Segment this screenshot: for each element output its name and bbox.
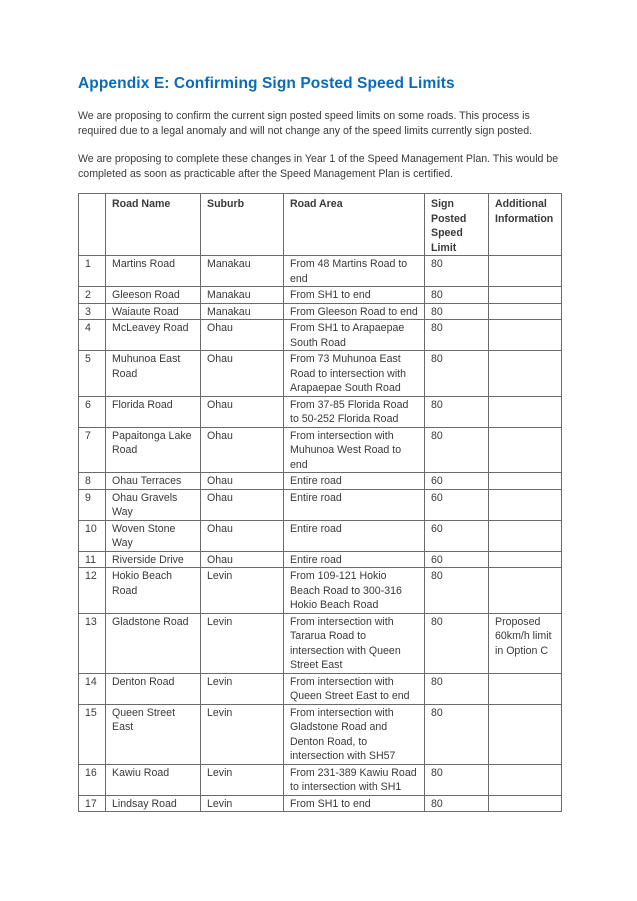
cell-suburb: Ohau bbox=[201, 396, 284, 427]
intro-paragraph: We are proposing to confirm the current sign posted speed limits on some roads. This process is required due to a legal anomaly and will not change any of the speed limits currently sign posted. bbox=[78, 110, 533, 137]
cell-suburb: Manakau bbox=[201, 303, 284, 320]
cell-road-name: Ohau Terraces bbox=[106, 473, 201, 490]
cell-road-area: From Gleeson Road to end bbox=[284, 303, 425, 320]
cell-suburb: Ohau bbox=[201, 351, 284, 397]
cell-road-area: From intersection with Muhunoa West Road to end bbox=[284, 427, 425, 473]
cell-road-name: McLeavey Road bbox=[106, 320, 201, 351]
table-header-row bbox=[79, 194, 562, 256]
page-title: Appendix E: Confirming Sign Posted Speed Limits bbox=[78, 75, 455, 92]
header-road-area: Road Area bbox=[284, 194, 425, 256]
cell-additional-info bbox=[489, 704, 562, 764]
cell-additional-info bbox=[489, 568, 562, 614]
cell-road-name: Martins Road bbox=[106, 256, 201, 287]
cell-speed-limit: 80 bbox=[425, 427, 489, 473]
header-suburb: Suburb bbox=[201, 194, 284, 256]
table-row bbox=[79, 473, 562, 490]
cell-additional-info bbox=[489, 303, 562, 320]
cell-road-area: From 231-389 Kawiu Road to intersection with SH1 bbox=[284, 764, 425, 795]
cell-road-name: Gleeson Road bbox=[106, 287, 201, 304]
cell-additional-info bbox=[489, 489, 562, 520]
cell-speed-limit: 60 bbox=[425, 473, 489, 490]
cell-road-name: Ohau Gravels Way bbox=[106, 489, 201, 520]
cell-suburb: Levin bbox=[201, 673, 284, 704]
table-row bbox=[79, 704, 562, 764]
header-speed-limit: Sign Posted Speed Limit bbox=[425, 194, 489, 256]
table-row bbox=[79, 351, 562, 397]
cell-number: 14 bbox=[79, 673, 106, 704]
cell-speed-limit: 60 bbox=[425, 489, 489, 520]
cell-number: 9 bbox=[79, 489, 106, 520]
cell-road-area: Entire road bbox=[284, 489, 425, 520]
table-row bbox=[79, 613, 562, 673]
speed-limit-table bbox=[78, 193, 562, 812]
table-row bbox=[79, 303, 562, 320]
cell-road-name: Kawiu Road bbox=[106, 764, 201, 795]
cell-number: 15 bbox=[79, 704, 106, 764]
cell-road-area: From intersection with Gladstone Road and Denton Road, to intersection with SH57 bbox=[284, 704, 425, 764]
table-row bbox=[79, 568, 562, 614]
cell-road-name: Denton Road bbox=[106, 673, 201, 704]
cell-suburb: Ohau bbox=[201, 520, 284, 551]
cell-speed-limit: 80 bbox=[425, 673, 489, 704]
cell-suburb: Ohau bbox=[201, 427, 284, 473]
timing-paragraph: We are proposing to complete these changes in Year 1 of the Speed Management Plan. This would be completed as soon as practicable after the Speed Management Plan is certified. bbox=[78, 153, 559, 180]
table-row bbox=[79, 795, 562, 812]
cell-road-area: From 109-121 Hokio Beach Road to 300-316 Hokio Beach Road bbox=[284, 568, 425, 614]
table-row bbox=[79, 287, 562, 304]
cell-additional-info bbox=[489, 795, 562, 812]
cell-additional-info bbox=[489, 473, 562, 490]
cell-number: 17 bbox=[79, 795, 106, 812]
cell-number: 13 bbox=[79, 613, 106, 673]
cell-road-area: From SH1 to end bbox=[284, 287, 425, 304]
cell-road-name: Waiaute Road bbox=[106, 303, 201, 320]
table-body bbox=[79, 256, 562, 812]
cell-road-name: Woven Stone Way bbox=[106, 520, 201, 551]
header-number bbox=[79, 194, 106, 256]
cell-road-name: Lindsay Road bbox=[106, 795, 201, 812]
cell-additional-info: Proposed 60km/h limit in Option C bbox=[489, 613, 562, 673]
cell-number: 4 bbox=[79, 320, 106, 351]
cell-additional-info bbox=[489, 396, 562, 427]
cell-road-name: Queen Street East bbox=[106, 704, 201, 764]
cell-additional-info bbox=[489, 287, 562, 304]
cell-speed-limit: 80 bbox=[425, 568, 489, 614]
cell-road-area: From SH1 to end bbox=[284, 795, 425, 812]
cell-speed-limit: 80 bbox=[425, 287, 489, 304]
cell-suburb: Levin bbox=[201, 795, 284, 812]
table-row bbox=[79, 764, 562, 795]
cell-suburb: Levin bbox=[201, 613, 284, 673]
table-row bbox=[79, 256, 562, 287]
cell-road-area: From 73 Muhunoa East Road to intersection with Arapaepae South Road bbox=[284, 351, 425, 397]
cell-road-area: Entire road bbox=[284, 473, 425, 490]
cell-suburb: Manakau bbox=[201, 287, 284, 304]
cell-speed-limit: 80 bbox=[425, 303, 489, 320]
cell-number: 8 bbox=[79, 473, 106, 490]
cell-road-area: From intersection with Queen Street East to end bbox=[284, 673, 425, 704]
table-row bbox=[79, 489, 562, 520]
cell-additional-info bbox=[489, 427, 562, 473]
cell-additional-info bbox=[489, 764, 562, 795]
cell-suburb: Levin bbox=[201, 704, 284, 764]
cell-additional-info bbox=[489, 551, 562, 568]
cell-speed-limit: 80 bbox=[425, 256, 489, 287]
cell-number: 6 bbox=[79, 396, 106, 427]
cell-road-name: Florida Road bbox=[106, 396, 201, 427]
cell-number: 5 bbox=[79, 351, 106, 397]
cell-speed-limit: 80 bbox=[425, 704, 489, 764]
cell-suburb: Ohau bbox=[201, 320, 284, 351]
cell-road-area: Entire road bbox=[284, 551, 425, 568]
cell-number: 2 bbox=[79, 287, 106, 304]
cell-road-name: Gladstone Road bbox=[106, 613, 201, 673]
cell-road-name: Hokio Beach Road bbox=[106, 568, 201, 614]
cell-number: 10 bbox=[79, 520, 106, 551]
cell-speed-limit: 80 bbox=[425, 320, 489, 351]
table-row bbox=[79, 551, 562, 568]
cell-speed-limit: 80 bbox=[425, 764, 489, 795]
cell-suburb: Ohau bbox=[201, 551, 284, 568]
cell-suburb: Levin bbox=[201, 764, 284, 795]
cell-road-area: From intersection with Tararua Road to intersection with Queen Street East bbox=[284, 613, 425, 673]
cell-additional-info bbox=[489, 520, 562, 551]
cell-number: 16 bbox=[79, 764, 106, 795]
cell-speed-limit: 80 bbox=[425, 396, 489, 427]
cell-additional-info bbox=[489, 673, 562, 704]
cell-additional-info bbox=[489, 256, 562, 287]
cell-number: 11 bbox=[79, 551, 106, 568]
cell-road-name: Riverside Drive bbox=[106, 551, 201, 568]
cell-speed-limit: 80 bbox=[425, 795, 489, 812]
header-road-name: Road Name bbox=[106, 194, 201, 256]
cell-number: 7 bbox=[79, 427, 106, 473]
cell-road-area: From SH1 to Arapaepae South Road bbox=[284, 320, 425, 351]
cell-number: 3 bbox=[79, 303, 106, 320]
table-row bbox=[79, 320, 562, 351]
cell-road-name: Papaitonga Lake Road bbox=[106, 427, 201, 473]
cell-road-area: From 37-85 Florida Road to 50-252 Florida Road bbox=[284, 396, 425, 427]
table-row bbox=[79, 520, 562, 551]
cell-speed-limit: 60 bbox=[425, 520, 489, 551]
cell-suburb: Ohau bbox=[201, 489, 284, 520]
cell-suburb: Manakau bbox=[201, 256, 284, 287]
cell-suburb: Ohau bbox=[201, 473, 284, 490]
table-row bbox=[79, 427, 562, 473]
cell-speed-limit: 80 bbox=[425, 613, 489, 673]
cell-road-area: Entire road bbox=[284, 520, 425, 551]
table-row bbox=[79, 396, 562, 427]
header-additional-info: Additional Information bbox=[489, 194, 562, 256]
cell-speed-limit: 60 bbox=[425, 551, 489, 568]
cell-road-name: Muhunoa East Road bbox=[106, 351, 201, 397]
cell-suburb: Levin bbox=[201, 568, 284, 614]
cell-additional-info bbox=[489, 320, 562, 351]
cell-road-area: From 48 Martins Road to end bbox=[284, 256, 425, 287]
cell-speed-limit: 80 bbox=[425, 351, 489, 397]
cell-number: 1 bbox=[79, 256, 106, 287]
table-row bbox=[79, 673, 562, 704]
cell-additional-info bbox=[489, 351, 562, 397]
cell-number: 12 bbox=[79, 568, 106, 614]
